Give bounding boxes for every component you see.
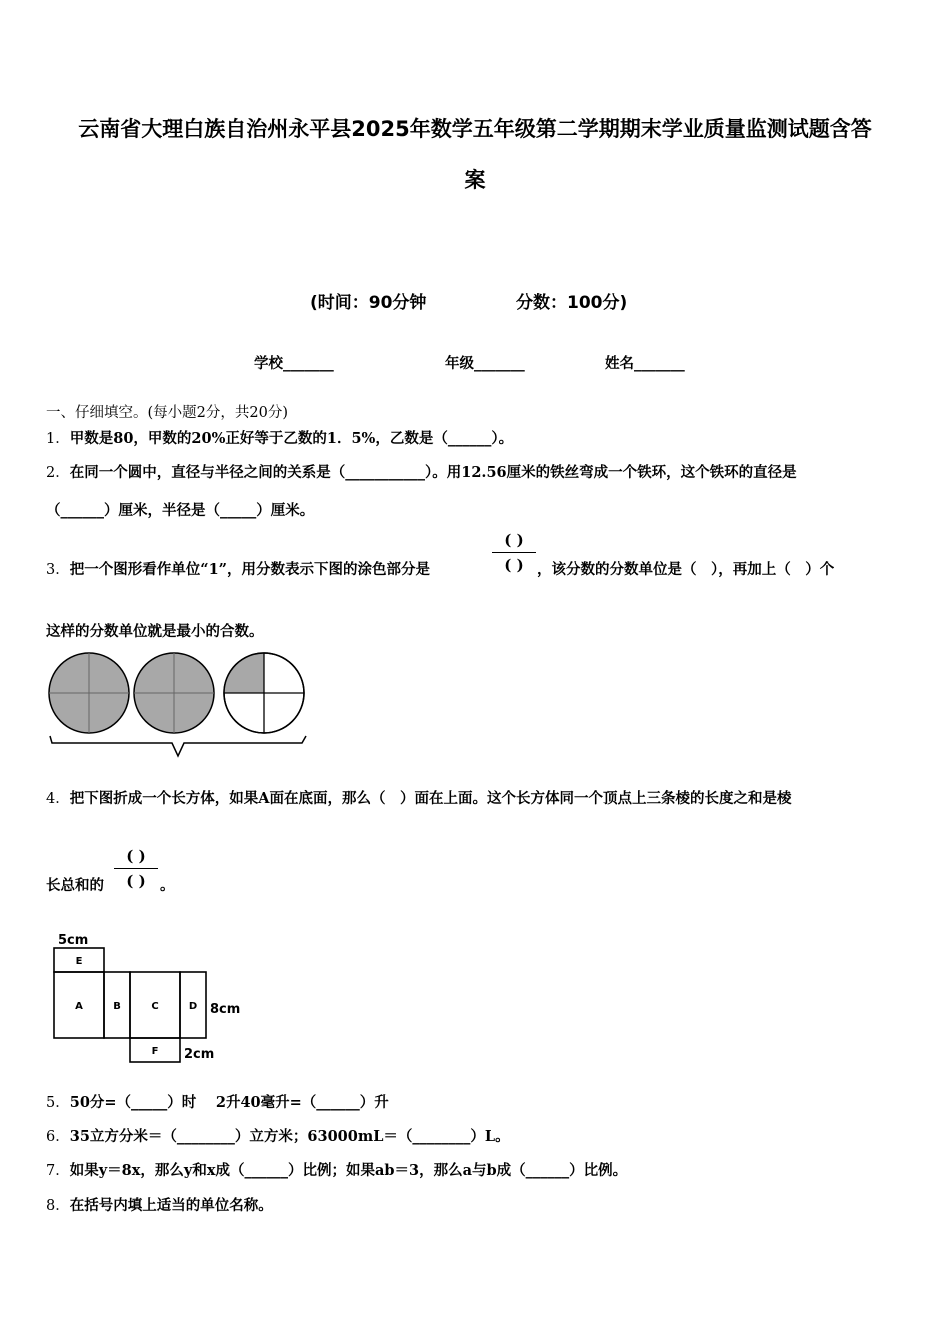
fraction-numerator: ( ) [504, 531, 524, 549]
label-e: E [75, 956, 83, 967]
question-4-suffix: 。 [160, 877, 175, 894]
question-text: 把一个图形看作单位“1”，用分数表示下图的涂色部分是 [69, 561, 431, 578]
question-text: 在同一个圆中，直径与半径之间的关系是（___________）。用12.56厘米的铁丝弯成一个铁环，这个铁环的直径是 [69, 464, 797, 481]
question-text: 50分=（_____）时 2升40毫升=（______）升 [69, 1094, 389, 1111]
question-1 [46, 427, 513, 448]
question-2-line2: （______）厘米，半径是（_____）厘米。 [46, 502, 315, 519]
cuboid-net-figure [50, 930, 260, 1070]
label-c: C [151, 1001, 159, 1012]
label-d: D [188, 1001, 198, 1012]
question-number: 5． [46, 1095, 70, 1111]
document-title-line1: 云南省大理白族自治州永平县2025年数学五年级第二学期期末学业质量监测试题含答 [78, 117, 872, 141]
question-text: 甲数是80，甲数的20%正好等于乙数的1．5%，乙数是（______）。 [69, 430, 514, 447]
question-6 [46, 1125, 510, 1146]
name-field: 姓名_______ [605, 355, 685, 372]
dimension-8cm: 8cm [210, 1002, 241, 1017]
document-title-line2: 案 [464, 168, 486, 192]
question-5 [46, 1091, 389, 1112]
question-3-after: ，该分数的分数单位是（ ），再加上（ ）个 [537, 561, 835, 578]
question-4-prefix: 长总和的 [46, 877, 104, 894]
question-text: 如果y＝8x，那么y和x成（______）比例；如果ab＝3，那么a与b成（______）比例。 [69, 1162, 628, 1179]
label-a: A [75, 1001, 83, 1012]
question-3-line2: 这样的分数单位就是最小的合数。 [46, 623, 264, 640]
fraction-bar [492, 552, 536, 553]
question-2 [46, 461, 797, 482]
exam-time: (时间：90分钟 [310, 293, 427, 313]
question-text: 在括号内填上适当的单位名称。 [69, 1197, 273, 1214]
label-b: B [113, 1001, 121, 1012]
fraction-denominator: ( ) [126, 872, 146, 890]
question-7 [46, 1159, 627, 1180]
question-number: 3． [46, 562, 70, 578]
section-heading: 一、仔细填空。(每小题2分，共20分) [46, 405, 288, 421]
shaded-circles-figure [44, 650, 314, 762]
fraction-bar [114, 868, 158, 869]
question-number: 6． [46, 1129, 70, 1145]
fraction-blank [492, 531, 536, 574]
question-number: 4． [46, 791, 70, 807]
dimension-5cm: 5cm [58, 933, 89, 948]
question-text: 把下图折成一个长方体，如果A面在底面，那么（ ）面在上面。这个长方体同一个顶点上三条棱的长度之和是棱 [69, 790, 792, 807]
grade-field: 年级_______ [445, 355, 525, 372]
question-number: 1． [46, 431, 70, 447]
dimension-2cm: 2cm [184, 1047, 215, 1062]
question-3 [46, 558, 430, 579]
brace [50, 736, 306, 756]
question-4 [46, 787, 791, 808]
fraction-blank [114, 847, 158, 890]
question-text: 35立方分米＝（________）立方米；63000mL＝（________）L。 [69, 1128, 510, 1145]
circle-2 [134, 653, 214, 733]
exam-score: 分数：100分) [516, 293, 628, 313]
fraction-denominator: ( ) [504, 556, 524, 574]
question-number: 8． [46, 1198, 70, 1214]
question-number: 7． [46, 1163, 70, 1179]
question-number: 2． [46, 465, 70, 481]
fraction-numerator: ( ) [126, 847, 146, 865]
school-field: 学校_______ [254, 355, 334, 372]
circle-3 [224, 653, 304, 733]
question-8 [46, 1194, 273, 1215]
label-f: F [151, 1046, 159, 1057]
circle-1 [49, 653, 129, 733]
